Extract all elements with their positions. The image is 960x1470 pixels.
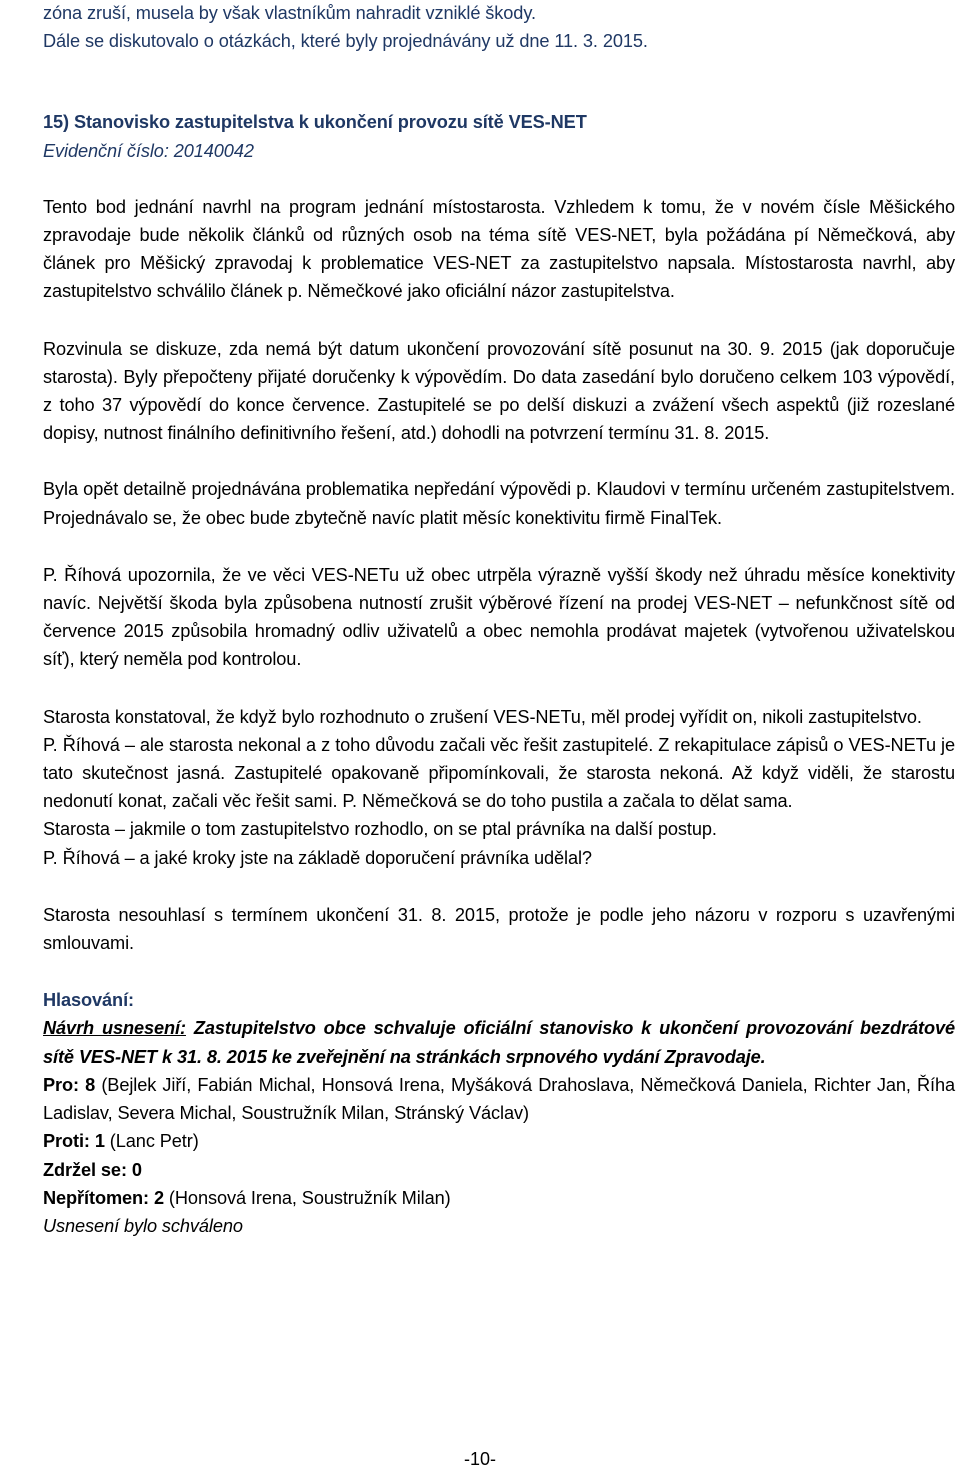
- vote-abstain: [43, 1156, 955, 1184]
- paragraph-3: Byla opět detailně projednávána problematika nepředání výpovědi p. Klaudovi v termínu určeném zastupitelstvem. Projednávalo se, že obec bude zbytečně navíc platit měsíc konektivitu firmě FinalTek.: [43, 479, 955, 528]
- item-heading: 15) Stanovisko zastupitelstva k ukončení provozu sítě VES-NET: [43, 112, 587, 133]
- spacer: [43, 55, 955, 83]
- resolution-result: Usnesení bylo schváleno: [43, 1215, 243, 1236]
- proposal-text: Zastupitelstvo obce schvaluje oficiální stanovisko k ukončení provozování bezdrátové sítě VES-NET k 31. 8. 2015 ke zveřejnění na stránkách srpnového vydání Zpravodaje.: [43, 1018, 955, 1067]
- paragraph-5: Starosta konstatoval, že když bylo rozhodnuto o zrušení VES-NETu, měl prodej vyřídit on, nikoli zastupitelstvo.: [43, 706, 922, 727]
- paragraph-1: Tento bod jednání navrhl na program jednání místostarosta. Vzhledem k tomu, že v novém čísle Měšického zpravodaje bude několik článků od různých osob na téma sítě VES-NET, byla požádána pí Němečková, aby článek pro Měšický zpravodaj k problematice VES-NET za zastupitelstvo napsala. Místostarosta navrhl, aby zastupitelstvo schválilo článek p. Němečkové jako oficiální názor zastupitelstva.: [43, 196, 955, 302]
- voting-label: Hlasování:: [43, 990, 134, 1011]
- carryover-line-2: Dále se diskutovalo o otázkách, které byly projednávány už dne 11. 3. 2015.: [43, 31, 648, 52]
- spacer: [43, 306, 955, 335]
- spacer: [43, 674, 955, 703]
- vote-against: [43, 1127, 955, 1155]
- absent-label: Nepřítomen: 2: [43, 1187, 164, 1208]
- pro-label: Pro: 8: [43, 1074, 96, 1095]
- document-page: [43, 0, 955, 1240]
- spacer: [43, 872, 955, 901]
- absent-names: (Honsová Irena, Soustružník Milan): [163, 1187, 451, 1208]
- paragraph-8: P. Říhová – a jaké kroky jste na základě doporučení právníka udělal?: [43, 847, 592, 868]
- evidence-number: Evidenční číslo: 20140042: [43, 140, 254, 161]
- spacer: [43, 447, 955, 475]
- paragraph-4: P. Říhová upozornila, že ve věci VES-NETu už obec utrpěla výrazně vyšší škody než úhradu měsíce konektivity navíc. Největší škoda byla způsobena nutností zrušit výběrové řízení na prodej VES-NET – nefunkčnost sítě od července 2015 způsobila hromadný odliv uživatelů a obec nemohla prodávat majetek (vytvořenou uživatelskou síť), který neměla pod kontrolou.: [43, 564, 955, 670]
- proposal-label: Návrh usnesení:: [43, 1018, 186, 1039]
- against-label: Proti: 1: [43, 1131, 105, 1152]
- paragraph-9: Starosta nesouhlasí s termínem ukončení 31. 8. 2015, protože je podle jeho názoru v rozporu s uzavřenými smlouvami.: [43, 904, 955, 954]
- page-number: -10-: [463, 1449, 496, 1469]
- carryover-line-1: zóna zruší, musela by však vlastníkům nahradit vzniklé škody.: [43, 3, 536, 23]
- paragraph-2: Rozvinula se diskuze, zda nemá být datum ukončení provozování sítě posunut na 30. 9. 2015 (jak doporučuje starosta). Byly přepočteny přijaté doručenky k výpovědím. Do data zasedání bylo doručeno celkem 103 výpovědí, z toho 37 výpovědí do konce července. Zastupitelé se po delší diskuzi a zvážení všech aspektů (již rozeslané dopisy, nutnost finálního definitivního řešení, atd.) dohodli na potvrzení termínu 31. 8. 2015.: [43, 338, 955, 444]
- abstain-label: Zdržel se: 0: [43, 1159, 142, 1180]
- spacer: [43, 165, 955, 193]
- paragraph-7: Starosta – jakmile o tom zastupitelstvo rozhodlo, on se ptal právníka na další postup.: [43, 819, 717, 840]
- against-names: (Lanc Petr): [104, 1131, 199, 1152]
- resolution-proposal: [43, 1014, 955, 1070]
- paragraph-6: P. Říhová – ale starosta nekonal a z toho důvodu začali věc řešit zastupitelé. Z rekapitulace zápisů o VES-NETu je tato skutečnost jasná. Zastupitelé opakovaně připomínkovali, že starosta nekoná. Až když viděli, že starostu nedonutí konat, začali věc řešit sami. P. Němečková se do toho pustila a začala to dělat sama.: [43, 734, 955, 812]
- vote-pro: [43, 1071, 955, 1127]
- vote-absent: [43, 1184, 955, 1212]
- spacer: [43, 957, 955, 986]
- pro-names: (Bejlek Jiří, Fabián Michal, Honsová Irena, Myšáková Drahoslava, Němečková Daniela, Richter Jan, Říha Ladislav, Severa Michal, Soustružník Milan, Stránský Václav): [43, 1074, 955, 1124]
- spacer: [43, 532, 955, 561]
